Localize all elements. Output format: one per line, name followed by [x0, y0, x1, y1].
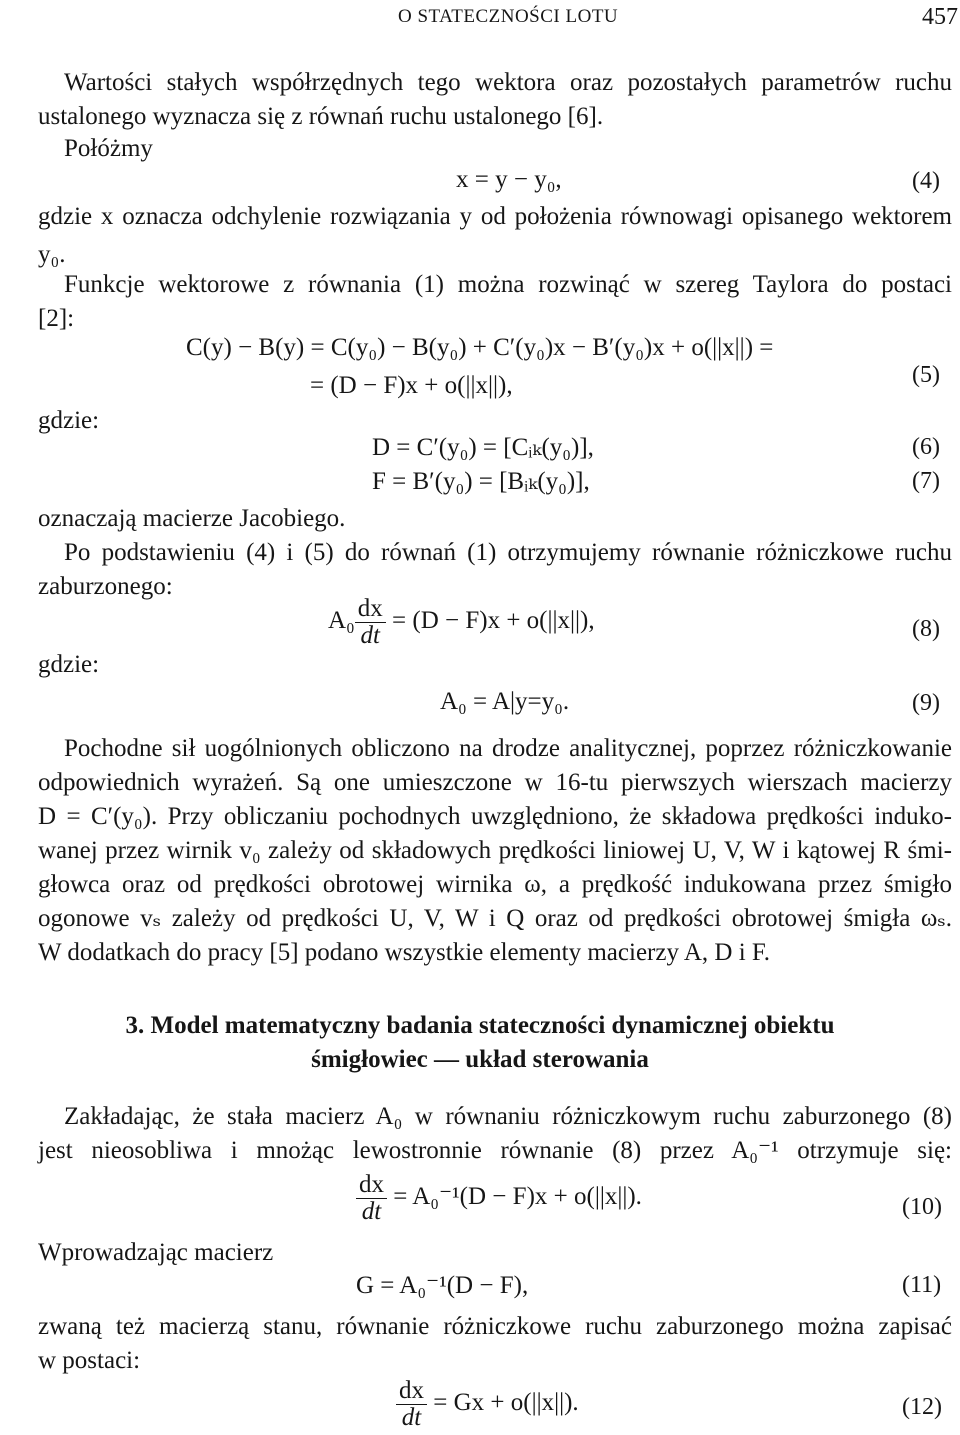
text-line: ustalonego wyznacza się z równań ruchu ustalonego [6]. — [38, 103, 604, 130]
equation-8 — [328, 596, 595, 649]
text-line: wanej przez wirnik v₀ zależy od składowych prędkości liniowej U, V, W i kątowej R śmi- — [38, 837, 952, 864]
fraction-denominator: dt — [401, 1404, 422, 1431]
running-title: O STATECZNOŚCI LOTU — [398, 6, 619, 27]
text-line: jest nieosobliwa i mnożąc lewostronnie równanie (8) przez A₀⁻¹ otrzymuje się: — [38, 1137, 952, 1164]
equation-8-lhs: A₀ — [328, 607, 355, 635]
text-line: Zakładając, że stała macierz A₀ w równaniu różniczkowym ruchu zaburzonego (8) — [64, 1103, 952, 1130]
text-line: gdzie: — [38, 651, 100, 678]
text-line: gdzie: — [38, 407, 100, 434]
equation-6: D = C′(y₀) = [Cᵢₖ(y₀)], — [372, 434, 594, 461]
derivative-fraction — [396, 1378, 427, 1431]
equation-number: (6) — [912, 434, 940, 460]
text-line: zaburzonego: — [38, 573, 173, 600]
equation-8-rhs: = (D − F)x + o(||x||), — [392, 607, 595, 635]
fraction-denominator: dt — [360, 622, 380, 649]
fraction-denominator: dt — [361, 1198, 382, 1225]
equation-number: (12) — [902, 1394, 942, 1420]
equation-number: (5) — [912, 362, 940, 388]
text-line: Wprowadzając macierz — [38, 1239, 274, 1266]
equation-number: (7) — [912, 468, 940, 494]
text-line: w postaci: — [38, 1347, 141, 1374]
text-line: y₀. — [38, 241, 66, 268]
derivative-fraction — [355, 596, 386, 649]
equation-number: (10) — [902, 1194, 942, 1220]
equation-7: F = B′(y₀) = [Bᵢₖ(y₀)], — [372, 468, 590, 495]
text-line: Pochodne sił uogólnionych obliczono na drodze analitycznej, poprzez różniczkowanie — [64, 735, 952, 762]
equation-number: (8) — [912, 616, 940, 642]
equation-number: (9) — [912, 690, 940, 716]
equation-10 — [356, 1172, 642, 1225]
text-line: W dodatkach do pracy [5] podano wszystkie elementy macierzy A, D i F. — [38, 939, 771, 966]
text-line: gdzie x oznacza odchylenie rozwiązania y od położenia równowagi opisanego wektorem — [38, 203, 952, 230]
equation-10-rhs: = A₀⁻¹(D − F)x + o(||x||). — [393, 1183, 642, 1211]
equation-5-line-2: = (D − F)x + o(||x||), — [310, 372, 513, 399]
equation-12-rhs: = Gx + o(||x||). — [433, 1389, 579, 1417]
equation-number: (4) — [912, 168, 940, 194]
text-line: odpowiednich wyrażeń. Są one umieszczone w 16-tu pierwszych wierszach macierzy — [38, 769, 952, 796]
text-line: Funkcje wektorowe z równania (1) można rozwinąć w szereg Taylora do postaci — [64, 271, 952, 298]
derivative-fraction — [356, 1172, 387, 1225]
text-line: głowca oraz od prędkości obrotowej wirnika ω, a prędkość indukowana przez śmigło — [38, 871, 952, 898]
equation-5-line-1: C(y) − B(y) = C(y₀) − B(y₀) + C′(y₀)x − B′(y₀)x + o(||x||) = — [186, 334, 774, 361]
fraction-numerator: dx — [356, 1172, 387, 1199]
page-number: 457 — [922, 4, 958, 30]
equation-4: x = y − y₀, — [456, 166, 562, 193]
section-heading-line-2: śmigłowiec — układ sterowania — [311, 1046, 649, 1073]
fraction-numerator: dx — [396, 1378, 427, 1405]
text-line: Połóżmy — [64, 135, 153, 162]
text-line: zwaną też macierzą stanu, równanie różniczkowe ruchu zaburzonego można zapisać — [38, 1313, 952, 1340]
text-line: Po podstawieniu (4) i (5) do równań (1) otrzymujemy równanie różniczkowe ruchu — [64, 539, 952, 566]
text-line: ogonowe vₛ zależy od prędkości U, V, W i Q oraz od prędkości obrotowej śmigła ωₛ. — [38, 905, 952, 932]
section-heading-line-1: 3. Model matematyczny badania stateczności dynamicznej obiektu — [125, 1012, 835, 1039]
fraction-numerator: dx — [355, 596, 386, 623]
equation-12 — [396, 1378, 579, 1431]
equation-9: A₀ = A|y=y₀. — [440, 688, 570, 715]
text-line: D = C′(y₀). Przy obliczaniu pochodnych uwzględniono, że składowa prędkości induko- — [38, 803, 952, 830]
text-line: Wartości stałych współrzędnych tego wektora oraz pozostałych parametrów ruchu — [64, 69, 952, 96]
equation-number: (11) — [902, 1272, 942, 1298]
text-line: [2]: — [38, 305, 75, 332]
text-line: oznaczają macierze Jacobiego. — [38, 505, 346, 532]
equation-11: G = A₀⁻¹(D − F), — [356, 1272, 529, 1299]
